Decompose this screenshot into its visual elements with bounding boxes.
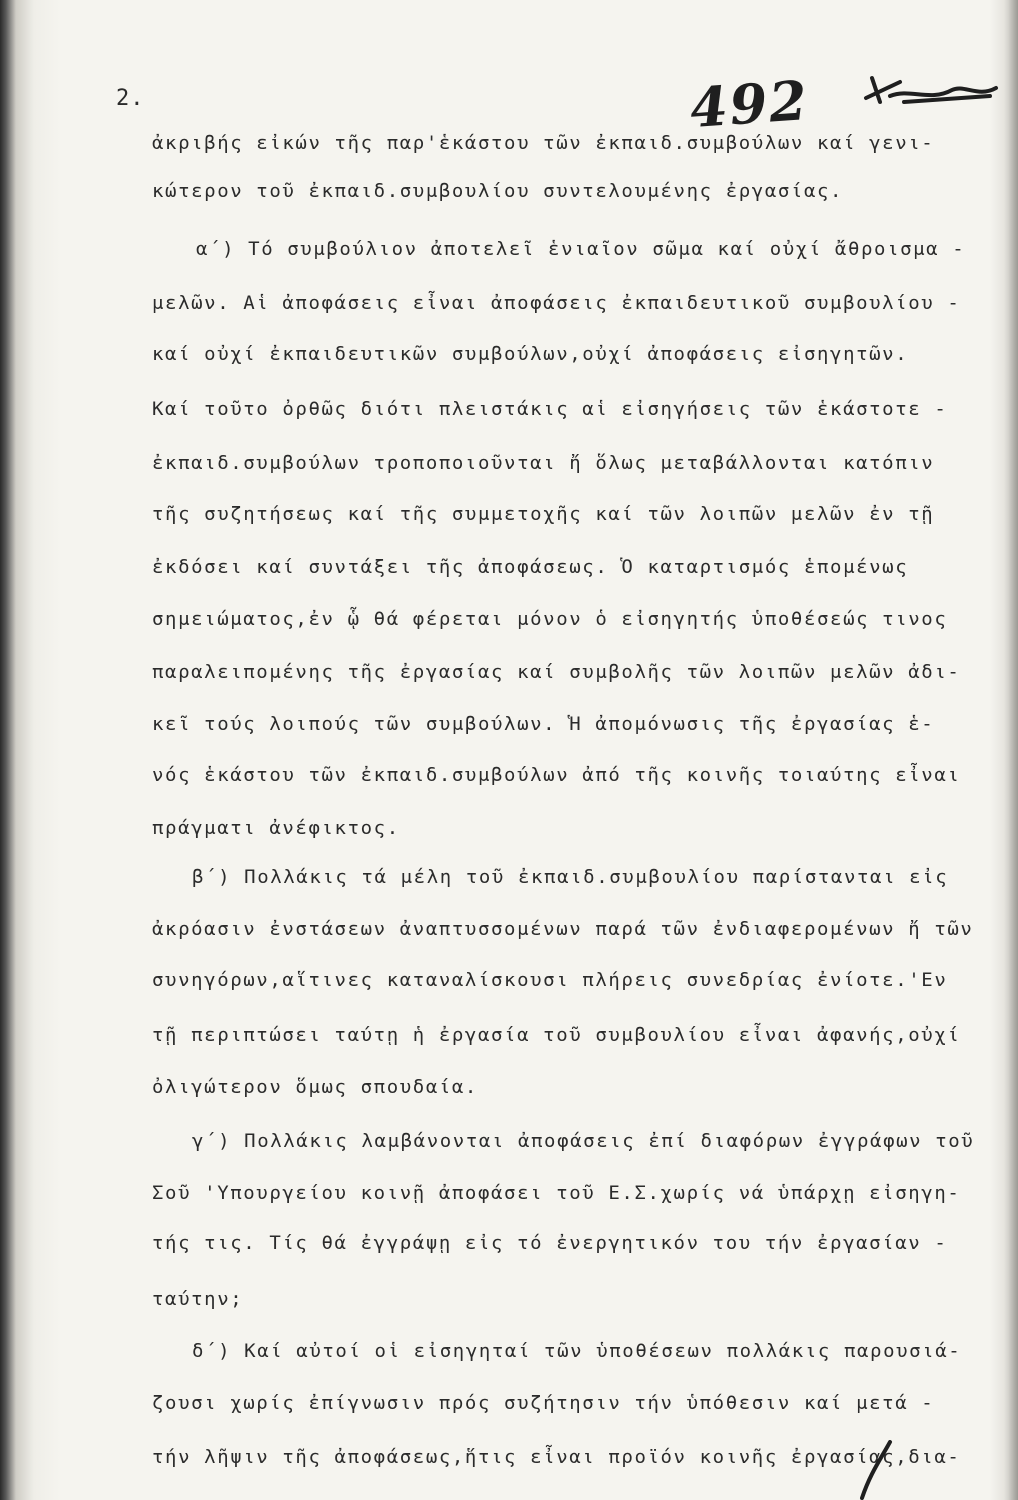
text-line: δ΄) Καί αὐτοί οἱ εἰσηγηταί τῶν ὑποθέσεων πολλάκις παρουσιά- [192,1340,962,1362]
text-line: ὀλιγώτερον ὅμως σπουδαία. [152,1076,478,1098]
text-line: καί οὐχί ἐκπαιδευτικῶν συμβούλων,οὐχί ἀποφάσεις εἰσηγητῶν. [152,343,909,365]
text-line: ταύτην; [152,1288,244,1310]
text-line: Σοῦ 'Υπουργείου κοινῇ ἀποφάσει τοῦ Ε.Σ.χωρίς νά ὑπάρχῃ εἰσηγη- [152,1182,961,1204]
text-line: ἐκπαιδ.συμβούλων τροποποιοῦνται ἤ ὅλως μεταβάλλονται κατόπιν [152,452,935,474]
text-line: σημειώματος,ἐν ᾧ θά φέρεται μόνον ὁ εἰσηγητής ὑποθέσεώς τινος [152,608,948,630]
text-line: α΄) Τό συμβούλιον ἀποτελεῖ ἑνιαῖον σῶμα καί οὐχί ἄθροισμα - [196,238,966,260]
handwritten-document-number: 492 [687,67,811,141]
text-line: τής τις. Τίς θά ἐγγράψῃ εἰς τό ἐνεργητικόν του τήν ἐργασίαν - [152,1232,948,1254]
text-line: πράγματι ἀνέφικτος. [152,817,400,839]
text-line: ἐκδόσει καί συντάξει τῆς ἀποφάσεως. Ὁ καταρτισμός ἑπομένως [152,556,909,578]
text-line: τῆς συζητήσεως καί τῆς συμμετοχῆς καί τῶν λοιπῶν μελῶν ἐν τῇ [152,503,935,525]
text-line: κώτερον τοῦ ἐκπαιδ.συμβουλίου συντελουμένης ἐργασίας. [152,180,844,202]
text-line: τῇ περιπτώσει ταύτῃ ἡ ἐργασία τοῦ συμβουλίου εἶναι ἀφανής,οὐχί [152,1024,961,1046]
page-number: 2. [116,86,145,111]
text-line: κεῖ τούς λοιπούς τῶν συμβούλων. Ἡ ἀπομόνωσις τῆς ἐργασίας ἑ- [152,713,935,735]
text-line: μελῶν. Αἱ ἀποφάσεις εἶναι ἀποφάσεις ἐκπαιδευτικοῦ συμβουλίου - [152,292,961,314]
text-line: ἀκρόασιν ἐνστάσεων ἀναπτυσσομένων παρά τῶν ἐνδιαφερομένων ἤ τῶν [152,918,974,940]
text-line: ζουσι χωρίς ἐπίγνωσιν πρός συζήτησιν τήν ὑπόθεσιν καί μετά - [152,1392,935,1414]
text-line: ἀκριβής εἰκών τῆς παρ'ἑκάστου τῶν ἐκπαιδ.συμβούλων καί γενι- [152,132,935,154]
text-line: τήν λῆψιν τῆς ἀποφάσεως,ἥτις εἶναι προϊόν κοινῆς ἐργασίας,δια- [152,1446,961,1468]
text-line: γ΄) Πολλάκις λαμβάνονται ἀποφάσεις ἐπί διαφόρων ἐγγράφων τοῦ [192,1130,975,1152]
text-line: παραλειπομένης τῆς ἐργασίας καί συμβολῆς τῶν λοιπῶν μελῶν ἀδι- [152,661,961,683]
handwritten-mark [850,1440,910,1500]
text-line: νός ἑκάστου τῶν ἐκπαιδ.συμβούλων ἀπό τῆς κοινῆς τοιαύτης εἶναι [152,764,961,786]
text-line: β΄) Πολλάκις τά μέλη τοῦ ἐκπαιδ.συμβουλίου παρίστανται εἰς [192,866,949,888]
text-line: συνηγόρων,αἵτινες καταναλίσκουσι πλήρεις συνεδρίας ἐνίοτε.'Εν [152,969,948,991]
text-line: Καί τοῦτο ὀρθῶς διότι πλειστάκις αἱ εἰσηγήσεις τῶν ἑκάστοτε - [152,398,948,420]
